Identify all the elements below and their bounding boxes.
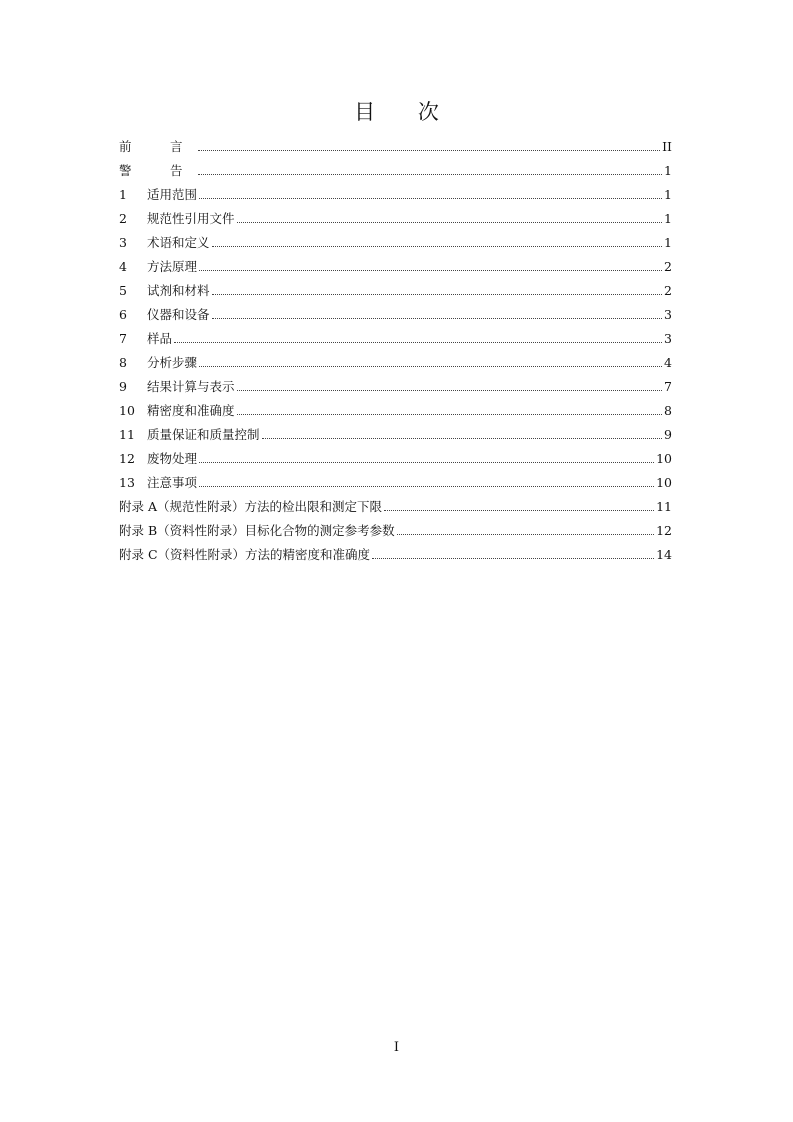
toc-entry-page: 2 <box>664 259 672 274</box>
toc-entry[interactable] <box>119 303 672 327</box>
toc-leader-dots <box>199 454 654 463</box>
toc-leader-dots <box>198 166 663 175</box>
toc-entry-number: 10 <box>119 403 135 418</box>
toc-leader-dots <box>372 550 654 559</box>
toc-entry-number: 7 <box>119 331 127 346</box>
toc-entry-label: 质量保证和质量控制 <box>147 427 260 442</box>
toc-entry-label: 附录 C（资料性附录）方法的精密度和准确度 <box>119 547 371 562</box>
toc-entry-label: 适用范围 <box>147 187 198 202</box>
toc-leader-dots <box>262 430 663 439</box>
toc-leader-dots <box>198 142 661 151</box>
toc-entry[interactable] <box>119 183 672 207</box>
toc-entry-label: 附录 A（规范性附录）方法的检出限和测定下限 <box>119 499 383 514</box>
toc-entry[interactable] <box>119 471 672 495</box>
toc-entry-page: 7 <box>664 379 672 394</box>
toc-entry-page: 12 <box>656 523 672 538</box>
toc-entry-page: 4 <box>664 355 672 370</box>
toc-entry-label: 规范性引用文件 <box>147 211 235 226</box>
toc-leader-dots <box>212 310 663 319</box>
toc-leader-dots <box>199 478 654 487</box>
toc-entry[interactable] <box>119 135 672 159</box>
toc-entry-page: 11 <box>656 499 672 514</box>
toc-entry[interactable] <box>119 231 672 255</box>
toc-entry-number: 3 <box>119 235 127 250</box>
toc-entry-page: 10 <box>656 475 672 490</box>
toc-entry[interactable] <box>119 543 672 567</box>
toc-entry-number: 1 <box>119 187 127 202</box>
toc-entry-number: 9 <box>119 379 127 394</box>
toc-entry-page: II <box>662 139 672 154</box>
toc-leader-dots <box>237 382 663 391</box>
toc-entry-label: 方法原理 <box>147 259 198 274</box>
toc-entry[interactable] <box>119 423 672 447</box>
toc-entry-number: 4 <box>119 259 127 274</box>
toc-entry-page: 3 <box>664 307 672 322</box>
toc-entry-label: 前 言 <box>119 139 196 154</box>
toc-entry[interactable] <box>119 327 672 351</box>
toc-entry-number: 8 <box>119 355 127 370</box>
toc-entry-number: 2 <box>119 211 127 226</box>
toc-entry[interactable] <box>119 159 672 183</box>
toc-entry-page: 14 <box>656 547 672 562</box>
page-title: 目 次 <box>354 100 457 124</box>
toc-entry-label: 废物处理 <box>147 451 198 466</box>
toc-entry-number: 6 <box>119 307 127 322</box>
toc-entry-page: 3 <box>664 331 672 346</box>
toc-leader-dots <box>397 526 654 535</box>
toc-leader-dots <box>199 262 662 271</box>
toc-entry-label: 试剂和材料 <box>147 283 210 298</box>
toc-entry-label: 分析步骤 <box>147 355 198 370</box>
toc-entry-label: 附录 B（资料性附录）目标化合物的测定参考参数 <box>119 523 395 538</box>
toc-entry[interactable] <box>119 447 672 471</box>
toc-leader-dots <box>212 238 663 247</box>
toc-entry-label: 样品 <box>147 331 173 346</box>
table-of-contents <box>119 135 672 567</box>
toc-leader-dots <box>384 502 654 511</box>
toc-entry[interactable] <box>119 519 672 543</box>
toc-entry-page: 1 <box>664 187 672 202</box>
toc-entry-label: 注意事项 <box>147 475 198 490</box>
toc-entry-page: 9 <box>664 427 672 442</box>
toc-entry[interactable] <box>119 351 672 375</box>
toc-entry-label: 警 告 <box>119 163 196 178</box>
toc-leader-dots <box>199 358 662 367</box>
toc-leader-dots <box>199 190 662 199</box>
toc-entry-number: 13 <box>119 475 135 490</box>
toc-entry-page: 2 <box>664 283 672 298</box>
toc-entry[interactable] <box>119 207 672 231</box>
toc-leader-dots <box>174 334 662 343</box>
toc-entry-page: 8 <box>664 403 672 418</box>
toc-entry-label: 结果计算与表示 <box>147 379 235 394</box>
toc-leader-dots <box>237 214 663 223</box>
toc-entry-label: 术语和定义 <box>147 235 210 250</box>
toc-leader-dots <box>237 406 663 415</box>
toc-entry[interactable] <box>119 255 672 279</box>
page-number: I <box>393 1040 400 1055</box>
toc-entry[interactable] <box>119 399 672 423</box>
toc-entry[interactable] <box>119 375 672 399</box>
toc-leader-dots <box>212 286 663 295</box>
toc-entry-number: 5 <box>119 283 127 298</box>
toc-entry-page: 10 <box>656 451 672 466</box>
toc-entry-page: 1 <box>664 235 672 250</box>
toc-entry[interactable] <box>119 279 672 303</box>
toc-entry-number: 12 <box>119 451 135 466</box>
toc-entry-label: 仪器和设备 <box>147 307 210 322</box>
toc-entry-page: 1 <box>664 163 672 178</box>
toc-entry-number: 11 <box>119 427 135 442</box>
toc-entry[interactable] <box>119 495 672 519</box>
toc-entry-page: 1 <box>664 211 672 226</box>
toc-entry-label: 精密度和准确度 <box>147 403 235 418</box>
